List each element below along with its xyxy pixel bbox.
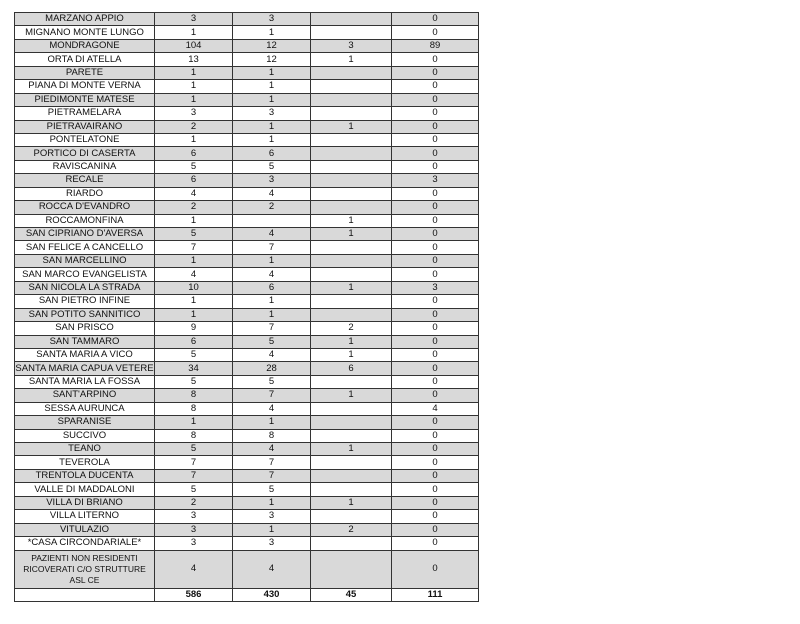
- value-cell-c1: 8: [155, 402, 233, 415]
- value-cell-c3: 1: [311, 214, 392, 227]
- municipality-cell: VALLE DI MADDALONI: [15, 483, 155, 496]
- value-cell-c4: 0: [392, 389, 479, 402]
- municipality-cell: SAN CIPRIANO D'AVERSA: [15, 228, 155, 241]
- value-cell-c4: 0: [392, 120, 479, 133]
- value-cell-c2: 4: [233, 228, 311, 241]
- municipality-cell: PIANA DI MONTE VERNA: [15, 80, 155, 93]
- value-cell-c4: 0: [392, 53, 479, 66]
- table-row: [15, 228, 479, 241]
- value-cell-c2: 5: [233, 160, 311, 173]
- value-cell-c1: 8: [155, 389, 233, 402]
- value-cell-c3: [311, 308, 392, 321]
- value-cell-c4: 0: [392, 456, 479, 469]
- value-cell-c3: [311, 268, 392, 281]
- municipality-cell: SPARANISE: [15, 416, 155, 429]
- value-cell-c4: 0: [392, 375, 479, 388]
- table-row: [15, 147, 479, 160]
- value-cell-c2: 4: [233, 402, 311, 415]
- table-row: [15, 389, 479, 402]
- value-cell-c4: 0: [392, 93, 479, 106]
- value-cell-c2: 7: [233, 469, 311, 482]
- value-cell-c2: [233, 214, 311, 227]
- table-row: [15, 335, 479, 348]
- value-cell-c2: 28: [233, 362, 311, 375]
- municipality-cell: SUCCIVO: [15, 429, 155, 442]
- value-cell-c4: 0: [392, 147, 479, 160]
- value-cell-c2: 6: [233, 281, 311, 294]
- value-cell-c3: [311, 241, 392, 254]
- value-cell-c4: 0: [392, 308, 479, 321]
- value-cell-c4: 0: [392, 443, 479, 456]
- value-cell-c1: 5: [155, 228, 233, 241]
- table-row: [15, 348, 479, 361]
- value-cell-c4: 0: [392, 496, 479, 509]
- value-cell-c2: 5: [233, 335, 311, 348]
- value-cell-c3: [311, 93, 392, 106]
- value-cell-c3: 1: [311, 53, 392, 66]
- value-cell-c2: 1: [233, 254, 311, 267]
- value-cell-c1: 6: [155, 174, 233, 187]
- value-cell-c1: 1: [155, 66, 233, 79]
- value-cell-c4: 0: [392, 429, 479, 442]
- value-cell-c3: [311, 160, 392, 173]
- table-row: [15, 133, 479, 146]
- value-cell-c3: [311, 295, 392, 308]
- value-cell-c3: [311, 147, 392, 160]
- value-cell-c2: 4: [233, 443, 311, 456]
- value-cell-c2: 3: [233, 13, 311, 26]
- value-cell-c4: 0: [392, 214, 479, 227]
- municipality-cell: SAN NICOLA LA STRADA: [15, 281, 155, 294]
- value-cell-c4: 0: [392, 241, 479, 254]
- table-row: [15, 510, 479, 523]
- value-cell-c2: 1: [233, 295, 311, 308]
- municipality-cell: MARZANO APPIO: [15, 13, 155, 26]
- municipality-cell: PIETRAVAIRANO: [15, 120, 155, 133]
- value-cell-c3: [311, 13, 392, 26]
- value-cell-c3: 1: [311, 281, 392, 294]
- value-cell-c1: 7: [155, 456, 233, 469]
- value-cell-c4: 3: [392, 281, 479, 294]
- municipality-cell: SESSA AURUNCA: [15, 402, 155, 415]
- value-cell-c1: 5: [155, 483, 233, 496]
- table-row: [15, 416, 479, 429]
- municipality-cell: PORTICO DI CASERTA: [15, 147, 155, 160]
- municipality-cell: PARETE: [15, 66, 155, 79]
- value-cell-c1: 1: [155, 80, 233, 93]
- municipality-cell: RIARDO: [15, 187, 155, 200]
- value-cell-c1: 5: [155, 443, 233, 456]
- value-cell-c1: 3: [155, 107, 233, 120]
- value-cell-c2: 3: [233, 537, 311, 550]
- municipality-cell: VILLA DI BRIANO: [15, 496, 155, 509]
- value-cell-c3: [311, 469, 392, 482]
- municipality-cell: PIEDIMONTE MATESE: [15, 93, 155, 106]
- value-cell-c1: 2: [155, 496, 233, 509]
- value-cell-c3: 1: [311, 120, 392, 133]
- value-cell-c3: [311, 107, 392, 120]
- table-row: [15, 550, 479, 588]
- value-cell-c4: 0: [392, 187, 479, 200]
- value-cell-c3: 3: [311, 39, 392, 52]
- municipality-cell: TEVEROLA: [15, 456, 155, 469]
- table-row: [15, 80, 479, 93]
- value-cell-c2: 1: [233, 80, 311, 93]
- municipality-cell: SAN PIETRO INFINE: [15, 295, 155, 308]
- table-row: [15, 160, 479, 173]
- value-cell-c2: 1: [233, 93, 311, 106]
- value-cell-c2: 1: [233, 66, 311, 79]
- value-cell-c3: [311, 187, 392, 200]
- value-cell-c4: 0: [392, 107, 479, 120]
- value-cell-c3: 2: [311, 322, 392, 335]
- value-cell-c2: 1: [233, 308, 311, 321]
- value-cell-c1: 1: [155, 295, 233, 308]
- value-cell-c3: 2: [311, 523, 392, 536]
- municipality-cell: RAVISCANINA: [15, 160, 155, 173]
- municipality-cell: ROCCAMONFINA: [15, 214, 155, 227]
- value-cell-c3: 1: [311, 348, 392, 361]
- table-row: [15, 483, 479, 496]
- value-cell-c4: 3: [392, 174, 479, 187]
- value-cell-c1: 3: [155, 537, 233, 550]
- value-cell-c1: 8: [155, 429, 233, 442]
- value-cell-c4: 0: [392, 26, 479, 39]
- value-cell-c2: 1: [233, 523, 311, 536]
- value-cell-c4: 0: [392, 201, 479, 214]
- value-cell-c2: 7: [233, 241, 311, 254]
- municipality-cell: TRENTOLA DUCENTA: [15, 469, 155, 482]
- municipality-cell: VILLA LITERNO: [15, 510, 155, 523]
- municipality-cell: PIETRAMELARA: [15, 107, 155, 120]
- value-cell-c1: 3: [155, 523, 233, 536]
- value-cell-c1: 1: [155, 93, 233, 106]
- municipality-cell: *CASA CIRCONDARIALE*: [15, 537, 155, 550]
- municipality-cell: SAN MARCO EVANGELISTA: [15, 268, 155, 281]
- value-cell-c4: 0: [392, 537, 479, 550]
- table-row: [15, 93, 479, 106]
- value-cell-c1: 5: [155, 160, 233, 173]
- municipality-cell: SAN TAMMARO: [15, 335, 155, 348]
- municipality-cell: SAN PRISCO: [15, 322, 155, 335]
- municipality-cell: SANT'ARPINO: [15, 389, 155, 402]
- municipality-cell: PAZIENTI NON RESIDENTI RICOVERATI C/O STRUTTURE ASL CE: [15, 550, 155, 588]
- value-cell-c3: 6: [311, 362, 392, 375]
- value-cell-c1: 1: [155, 416, 233, 429]
- value-cell-c2: 5: [233, 483, 311, 496]
- value-cell-c3: [311, 416, 392, 429]
- table-row: [15, 53, 479, 66]
- table-row: [15, 308, 479, 321]
- table-row: [15, 214, 479, 227]
- value-cell-c1: 104: [155, 39, 233, 52]
- value-cell-c1: 1: [155, 308, 233, 321]
- value-cell-c4: 0: [392, 335, 479, 348]
- value-cell-c2: 6: [233, 147, 311, 160]
- value-cell-c4: 0: [392, 523, 479, 536]
- value-cell-c3: [311, 429, 392, 442]
- municipality-cell: MIGNANO MONTE LUNGO: [15, 26, 155, 39]
- value-cell-c4: 0: [392, 66, 479, 79]
- municipality-table: [14, 12, 479, 602]
- value-cell-c2: 7: [233, 322, 311, 335]
- value-cell-c4: 89: [392, 39, 479, 52]
- value-cell-c3: [311, 375, 392, 388]
- value-cell-c4: 0: [392, 469, 479, 482]
- value-cell-c1: 5: [155, 375, 233, 388]
- value-cell-c3: [311, 174, 392, 187]
- table-row: [15, 281, 479, 294]
- value-cell-c3: [311, 483, 392, 496]
- value-cell-c1: 6: [155, 147, 233, 160]
- table-row: [15, 241, 479, 254]
- value-cell-c4: 0: [392, 322, 479, 335]
- municipality-cell: VITULAZIO: [15, 523, 155, 536]
- value-cell-c1: 5: [155, 348, 233, 361]
- value-cell-c1: 4: [155, 268, 233, 281]
- table-row: [15, 402, 479, 415]
- value-cell-c3: [311, 402, 392, 415]
- value-cell-c3: 1: [311, 443, 392, 456]
- table-row: [15, 268, 479, 281]
- value-cell-c1: 3: [155, 13, 233, 26]
- total-cell-c3: 45: [311, 588, 392, 601]
- total-cell-c4: 111: [392, 588, 479, 601]
- value-cell-c3: 1: [311, 228, 392, 241]
- value-cell-c3: [311, 201, 392, 214]
- value-cell-c1: 3: [155, 510, 233, 523]
- value-cell-c1: 10: [155, 281, 233, 294]
- value-cell-c2: 1: [233, 133, 311, 146]
- value-cell-c2: 4: [233, 348, 311, 361]
- total-cell-name: [15, 588, 155, 601]
- value-cell-c2: 5: [233, 375, 311, 388]
- total-cell-c1: 586: [155, 588, 233, 601]
- value-cell-c1: 34: [155, 362, 233, 375]
- value-cell-c1: 4: [155, 550, 233, 588]
- municipality-cell: SANTA MARIA A VICO: [15, 348, 155, 361]
- value-cell-c1: 7: [155, 469, 233, 482]
- municipality-cell: ORTA DI ATELLA: [15, 53, 155, 66]
- municipality-cell: SAN MARCELLINO: [15, 254, 155, 267]
- total-cell-c2: 430: [233, 588, 311, 601]
- value-cell-c4: 0: [392, 348, 479, 361]
- table-row: [15, 362, 479, 375]
- value-cell-c3: 1: [311, 496, 392, 509]
- table-row: [15, 187, 479, 200]
- value-cell-c2: 3: [233, 174, 311, 187]
- table-row: [15, 201, 479, 214]
- table-body: [15, 13, 479, 602]
- value-cell-c2: 3: [233, 107, 311, 120]
- totals-row: [15, 588, 479, 601]
- value-cell-c2: 1: [233, 496, 311, 509]
- value-cell-c2: 12: [233, 39, 311, 52]
- value-cell-c2: 4: [233, 550, 311, 588]
- value-cell-c2: 12: [233, 53, 311, 66]
- value-cell-c1: 1: [155, 133, 233, 146]
- value-cell-c3: [311, 133, 392, 146]
- value-cell-c3: [311, 254, 392, 267]
- table-row: [15, 322, 479, 335]
- value-cell-c2: 3: [233, 510, 311, 523]
- table-row: [15, 254, 479, 267]
- value-cell-c2: 7: [233, 389, 311, 402]
- value-cell-c1: 7: [155, 241, 233, 254]
- municipality-cell: ROCCA D'EVANDRO: [15, 201, 155, 214]
- value-cell-c3: [311, 26, 392, 39]
- value-cell-c1: 2: [155, 201, 233, 214]
- municipality-cell: PONTELATONE: [15, 133, 155, 146]
- table-row: [15, 443, 479, 456]
- municipality-cell: SANTA MARIA CAPUA VETERE: [15, 362, 154, 374]
- value-cell-c4: 0: [392, 362, 479, 375]
- value-cell-c2: 8: [233, 429, 311, 442]
- table-row: [15, 429, 479, 442]
- value-cell-c2: 1: [233, 120, 311, 133]
- value-cell-c3: [311, 510, 392, 523]
- value-cell-c4: 0: [392, 295, 479, 308]
- value-cell-c4: 0: [392, 510, 479, 523]
- value-cell-c1: 2: [155, 120, 233, 133]
- table-row: [15, 295, 479, 308]
- table-row: [15, 66, 479, 79]
- value-cell-c2: 4: [233, 268, 311, 281]
- value-cell-c1: 6: [155, 335, 233, 348]
- municipality-cell: TEANO: [15, 443, 155, 456]
- value-cell-c3: [311, 80, 392, 93]
- value-cell-c4: 0: [392, 483, 479, 496]
- value-cell-c3: 1: [311, 389, 392, 402]
- table-row: [15, 174, 479, 187]
- table-row: [15, 13, 479, 26]
- municipality-cell: MONDRAGONE: [15, 39, 155, 52]
- value-cell-c4: 0: [392, 416, 479, 429]
- value-cell-c2: 4: [233, 187, 311, 200]
- table-row: [15, 39, 479, 52]
- table-row: [15, 107, 479, 120]
- value-cell-c1: 13: [155, 53, 233, 66]
- value-cell-c1: 1: [155, 214, 233, 227]
- value-cell-c2: 1: [233, 416, 311, 429]
- table-row: [15, 537, 479, 550]
- value-cell-c1: 9: [155, 322, 233, 335]
- value-cell-c4: 0: [392, 160, 479, 173]
- value-cell-c4: 0: [392, 13, 479, 26]
- value-cell-c2: 1: [233, 26, 311, 39]
- table-row: [15, 120, 479, 133]
- table-row: [15, 469, 479, 482]
- table-row: [15, 523, 479, 536]
- value-cell-c4: 0: [392, 133, 479, 146]
- value-cell-c4: 0: [392, 80, 479, 93]
- value-cell-c3: [311, 456, 392, 469]
- value-cell-c4: 0: [392, 268, 479, 281]
- value-cell-c4: 0: [392, 254, 479, 267]
- value-cell-c4: 0: [392, 550, 479, 588]
- value-cell-c4: 4: [392, 402, 479, 415]
- municipality-cell: SANTA MARIA LA FOSSA: [15, 375, 155, 388]
- table-row: [15, 456, 479, 469]
- value-cell-c2: 7: [233, 456, 311, 469]
- table-row: [15, 375, 479, 388]
- value-cell-c4: 0: [392, 228, 479, 241]
- value-cell-c1: 1: [155, 254, 233, 267]
- municipality-cell: SAN FELICE A CANCELLO: [15, 241, 155, 254]
- municipality-cell: RECALE: [15, 174, 155, 187]
- table-row: [15, 496, 479, 509]
- value-cell-c3: [311, 550, 392, 588]
- value-cell-c3: [311, 537, 392, 550]
- value-cell-c2: 2: [233, 201, 311, 214]
- municipality-cell: SAN POTITO SANNITICO: [15, 308, 155, 321]
- value-cell-c1: 1: [155, 26, 233, 39]
- value-cell-c1: 4: [155, 187, 233, 200]
- table-row: [15, 26, 479, 39]
- value-cell-c3: [311, 66, 392, 79]
- value-cell-c3: 1: [311, 335, 392, 348]
